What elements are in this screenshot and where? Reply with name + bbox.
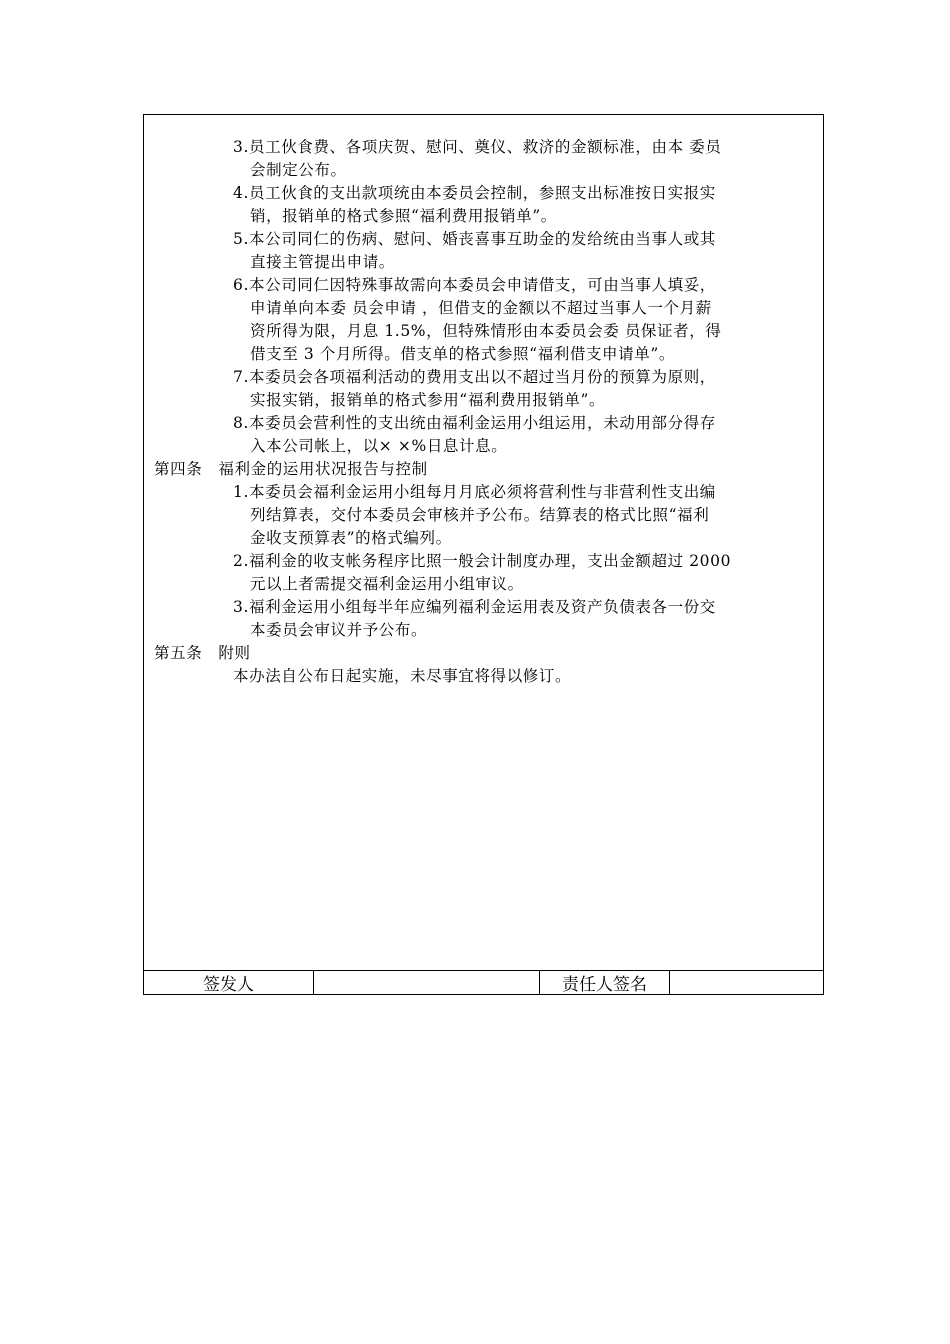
regulation-text-cell (144, 115, 823, 971)
text-line: 本办法自公布日起实施，未尽事宜将得以修订。 (233, 667, 572, 685)
text-line: 本委员会审议并予公布。 (250, 621, 428, 639)
text-line: 2.福利金的收支帐务程序比照一般会计制度办理，支出金额超过 2000 (233, 552, 732, 570)
text-line: 直接主管提出申请。 (250, 253, 395, 271)
issuer-signature-field[interactable] (314, 971, 540, 994)
document-table (143, 114, 824, 995)
text-line: 3.员工伙食费、各项庆贺、慰问、奠仪、救济的金额标准，由本 委员 (233, 138, 722, 156)
text-line: 列结算表，交付本委员会审核并予公布。结算表的格式比照“福利 (250, 506, 710, 524)
text-line: 8.本委员会营利性的支出统由福利金运用小组运用，未动用部分得存 (233, 414, 716, 432)
issuer-label: 签发人 (144, 971, 314, 994)
text-line: 借支至 3 个月所得。借支单的格式参照“福利借支申请单”。 (250, 345, 675, 363)
text-line: 金收支预算表”的格式编列。 (250, 529, 452, 547)
text-line: 5.本公司同仁的伤病、慰问、婚丧喜事互助金的发给统由当事人或其 (233, 230, 716, 248)
text-line: 4.员工伙食的支出款项统由本委员会控制，参照支出标准按日实报实 (233, 184, 716, 202)
text-line: 销，报销单的格式参照“福利费用报销单”。 (250, 207, 557, 225)
responsible-signature-field[interactable] (670, 971, 823, 994)
article-heading: 第五条 附则 (154, 644, 251, 662)
text-line: 7.本委员会各项福利活动的费用支出以不超过当月份的预算为原则， (233, 368, 716, 386)
text-line: 入本公司帐上，以× ×%日息计息。 (250, 437, 508, 455)
signature-row (144, 971, 823, 994)
text-line: 元以上者需提交福利金运用小组审议。 (250, 575, 524, 593)
text-line: 3.福利金运用小组每半年应编列福利金运用表及资产负债表各一份交 (233, 598, 716, 616)
text-line: 1.本委员会福利金运用小组每月月底必须将营利性与非营利性支出编 (233, 483, 716, 501)
text-line: 申请单向本委 员会申请 ，但借支的金额以不超过当事人一个月薪 (250, 299, 712, 317)
text-line: 资所得为限，月息 1.5%，但特殊情形由本委员会委 员保证者，得 (250, 322, 722, 340)
text-line: 实报实销，报销单的格式参用“福利费用报销单”。 (250, 391, 606, 409)
text-line: 会制定公布。 (250, 161, 347, 179)
article-heading: 第四条 福利金的运用状况报告与控制 (154, 460, 428, 478)
responsible-person-label: 责任人签名 (540, 971, 670, 994)
text-line: 6.本公司同仁因特殊事故需向本委员会申请借支，可由当事人填妥， (233, 276, 716, 294)
